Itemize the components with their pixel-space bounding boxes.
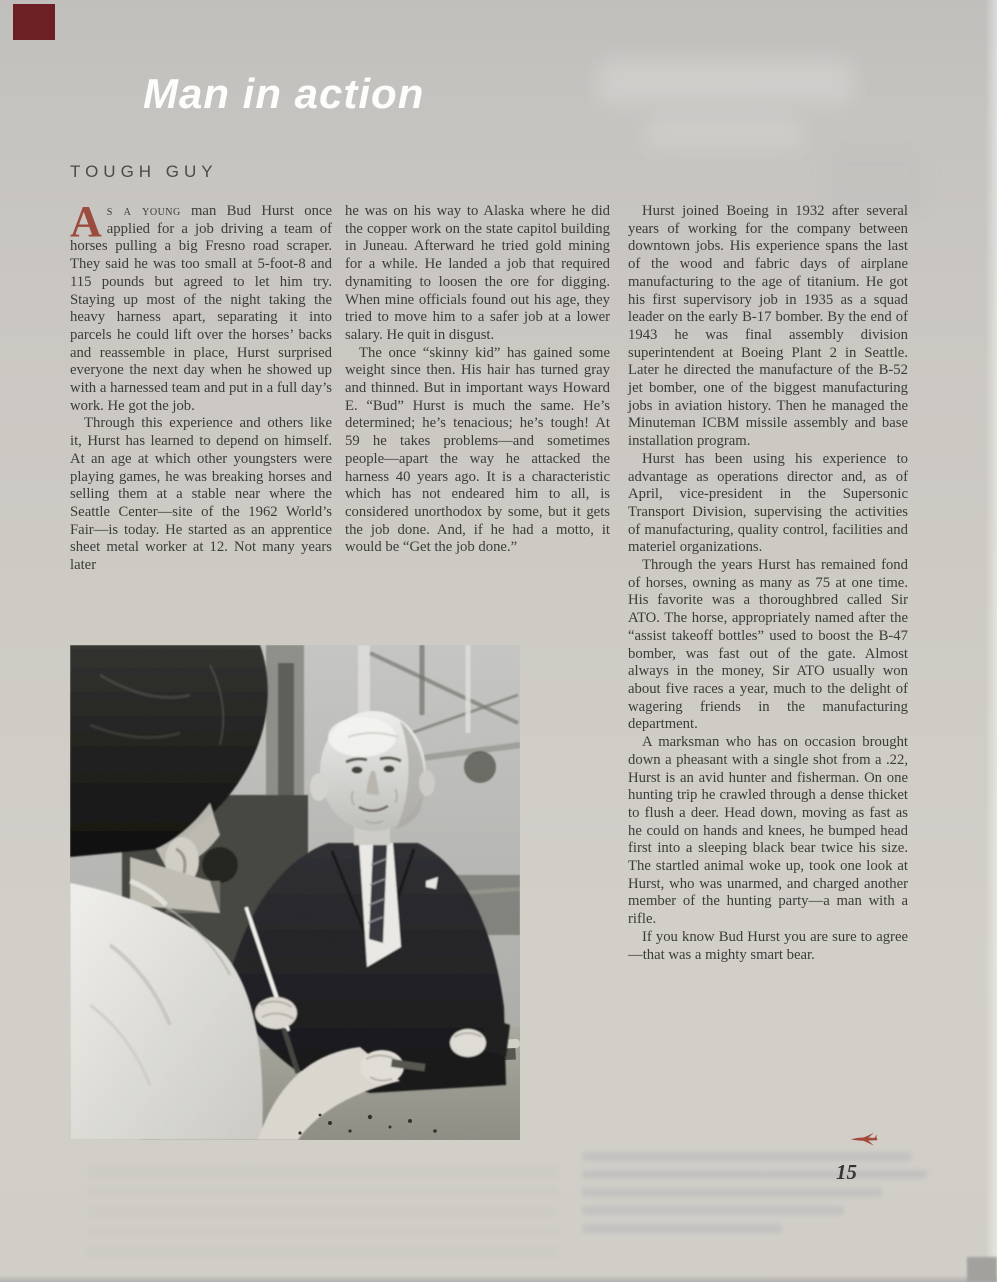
page-edge-shadow — [0, 1275, 997, 1282]
paragraph: Through the years Hurst has remained fond of horses, owning as many as 75 at one time. His favorite was a thoroughbred called Sir ATO. The horse, appropriately named after the “assist takeoff bottles” used to boost the B-47 bomber, was fast out of the gate. Almost always in the money, Sir ATO usually won about five races a year, much to the delight of wagering friends in the manufacturing department. — [628, 557, 908, 733]
text-column-2 — [345, 203, 610, 557]
showthrough-ghost — [88, 1168, 558, 1268]
paragraph: Hurst has been using his experience to advantage as operations director and, as of April, vice-president in the Supersonic Transport Division, supervising the activities of manufacturing, quality control, facilities and materiel organizations. — [628, 450, 908, 556]
showthrough-ghost — [646, 116, 804, 150]
page-edge-highlight — [985, 0, 997, 1282]
text-column-1 — [70, 197, 332, 575]
jet-endmark-icon — [850, 1131, 878, 1147]
paragraph: The once “skinny kid” has gained some weight since then. His hair has turned gray and thinned. But in important ways Howard E. “Bud” Hurst is much the same. He’s determined; he’s tenacious; he’s tough! At 59 he takes problems—and sometimes people—apart the way he attacked the harness 40 years ago. It is a characteristic which has not endeared him to all, is considered unorthodox by some, but it gets the job done. And, if he had a motto, it would be “Get the job done.” — [345, 344, 610, 556]
article-heading: TOUGH GUY — [70, 162, 218, 181]
paragraph-text: man Bud Hurst once applied for a job driving a team of horses pulling a big Fresno road scraper. They said he was too small at 5-foot-8 and 115 pounds but agreed to let him try. Staying up most of the night taking the heavy harness apart, separating it into parcels he could lift over the horses’ backs and reassemble in place, Hurst surprised everyone the next day when he showed up with a harnessed team and put in a full day’s work. He got the job. — [70, 203, 332, 414]
paragraph: If you know Bud Hurst you are sure to agree—that was a mighty smart bear. — [628, 928, 908, 963]
paragraph: Through this experience and others like it, Hurst has learned to depend on himself. At an age at which other youngsters were playing games, he was breaking horses and selling them at a stable near where the Seattle Center—site of the 1962 World’s Fair—is today. He started as an apprentice sheet metal worker at 12. Not many years later — [70, 415, 332, 574]
text-column-3 — [628, 203, 908, 964]
showthrough-ghost — [582, 1152, 932, 1242]
photo-illustration — [70, 645, 520, 1140]
paragraph: he was on his way to Alaska where he did the copper work on the state capitol building in Juneau. Afterward he tried gold mining for a while. He landed a job that required dynamiting to loosen the ore for digging. When mine officials found out his age, they tried to move him to a safer job at a lower salary. He quit in disgust. — [345, 203, 610, 343]
showthrough-ghost — [598, 60, 853, 104]
drop-cap: A — [70, 197, 102, 246]
page-title: Man in action — [143, 70, 425, 117]
next-page-corner — [967, 1257, 997, 1282]
corner-registration-mark — [13, 4, 55, 40]
lead-in-small-caps: s a young — [106, 203, 181, 219]
article-photo — [70, 645, 520, 1140]
paragraph: Hurst joined Boeing in 1932 after several years of working for the company between downtown jobs. His experience spans the last of the wood and fabric days of airplane manufacturing to the age of titanium. He got his first supervisory job in 1935 as a squad leader on the early B-17 bomber. By the end of 1943 he was final assembly division superintendent at Boeing Plant 2 in Seattle. Later he directed the manufacture of the B-52 jet bomber, one of the biggest manufacturing jobs in aviation history. Then he managed the Minuteman ICBM missile assembly and base installation program. — [628, 203, 908, 450]
page-number: 15 — [836, 1160, 857, 1184]
paragraph — [70, 197, 332, 415]
paragraph: A marksman who has on occasion brought down a pheasant with a single shot from a .22, Hurst is an avid hunter and fisherman. On one hunting trip he crawled through a dense thicket to flush a deer. Head down, moving as fast as he could on hands and knees, he bumped head first into a sleeping black bear twice his size. The startled animal woke up, took one look at Hurst, who was unarmed, and charged another member of the hunting party—a man with a rifle. — [628, 734, 908, 928]
